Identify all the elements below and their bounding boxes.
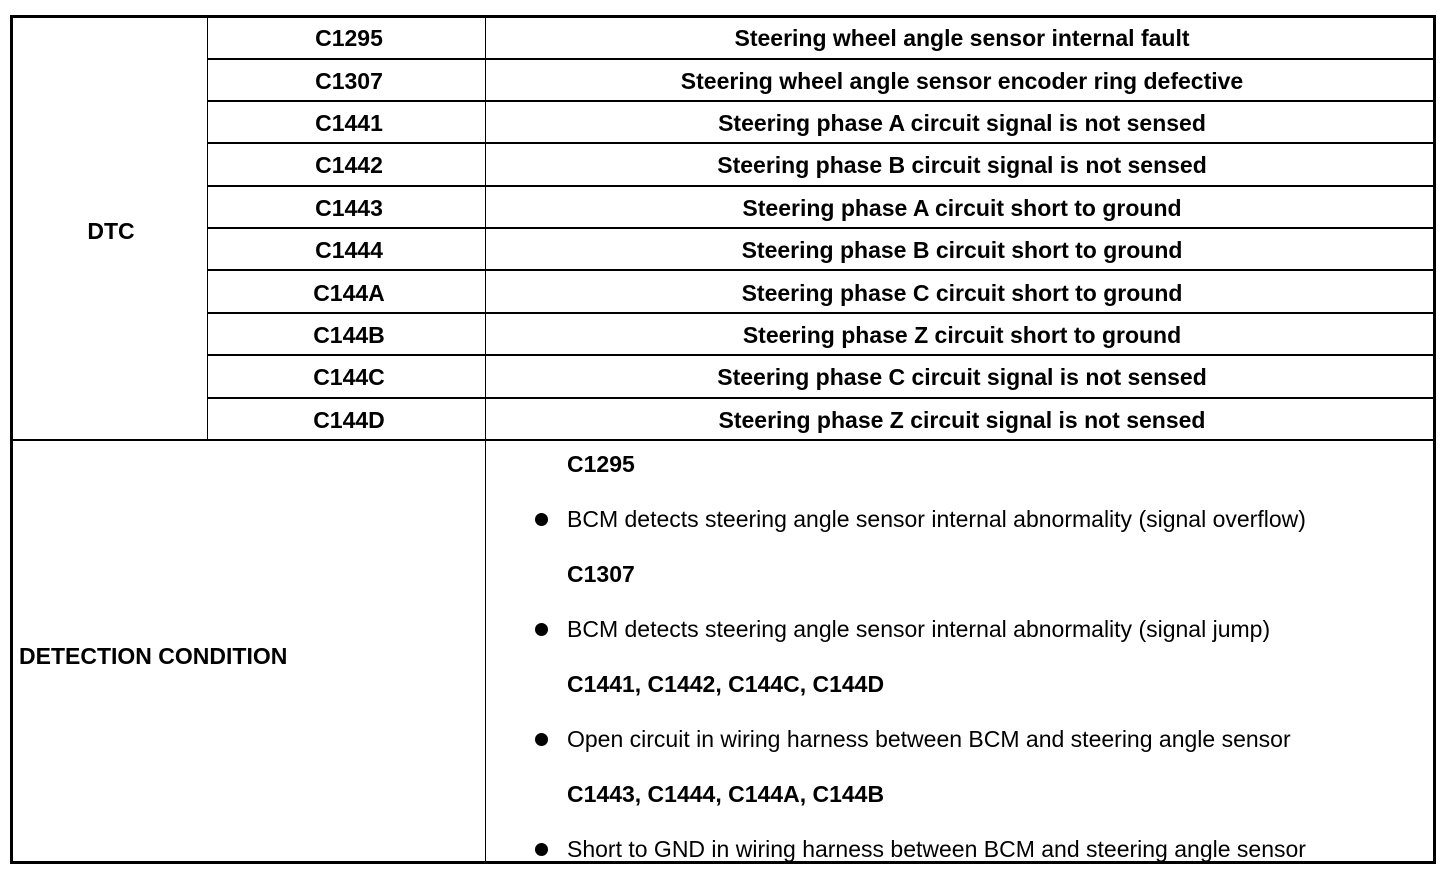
condition-codes: C1295	[567, 451, 635, 477]
dtc-code: C1442	[315, 152, 383, 178]
bullet-icon	[535, 733, 548, 746]
dtc-code: C1307	[315, 68, 383, 94]
dtc-code: C144C	[313, 364, 385, 390]
dtc-label: DTC	[87, 218, 135, 244]
condition-codes: C1443, C1444, C144A, C144B	[567, 781, 885, 807]
condition-codes: C1441, C1442, C144C, C144D	[567, 671, 885, 697]
dtc-description: Steering phase C circuit short to ground	[741, 280, 1183, 306]
dtc-description: Steering phase A circuit signal is not sensed	[718, 110, 1206, 136]
detection-condition-label: DETECTION CONDITION	[19, 643, 288, 669]
dtc-description: Steering phase Z circuit signal is not sensed	[718, 407, 1206, 433]
dtc-description: Steering phase B circuit short to ground	[741, 237, 1183, 263]
dtc-code: C1441	[315, 110, 383, 136]
row-divider	[207, 354, 1436, 356]
dtc-description: Steering phase C circuit signal is not sensed	[717, 364, 1207, 390]
dtc-code: C1295	[315, 25, 383, 51]
dtc-description: Steering wheel angle sensor encoder ring defective	[680, 68, 1244, 94]
dtc-code: C144D	[313, 407, 385, 433]
dtc-code: C1444	[315, 237, 383, 263]
bullet-icon	[535, 623, 548, 636]
dtc-description: Steering phase A circuit short to ground	[742, 195, 1182, 221]
dtc-code: C144A	[313, 280, 385, 306]
condition-text: Short to GND in wiring harness between BCM and steering angle sensor	[567, 836, 1306, 862]
row-divider	[207, 312, 1436, 314]
bullet-icon	[535, 513, 548, 526]
row-divider	[207, 227, 1436, 229]
condition-text: BCM detects steering angle sensor internal abnormality (signal jump)	[567, 616, 1271, 642]
dtc-description: Steering phase B circuit signal is not sensed	[717, 152, 1207, 178]
row-divider	[207, 100, 1436, 102]
row-divider	[207, 185, 1436, 187]
dtc-description: Steering phase Z circuit short to ground	[742, 322, 1182, 348]
divider-code-description	[485, 18, 486, 864]
row-divider	[207, 269, 1436, 271]
dtc-code: C144B	[313, 322, 385, 348]
row-divider	[207, 58, 1436, 60]
dtc-table	[10, 15, 1436, 864]
condition-codes: C1307	[567, 561, 635, 587]
row-divider	[207, 397, 1436, 399]
condition-text: Open circuit in wiring harness between BCM and steering angle sensor	[567, 726, 1291, 752]
condition-text: BCM detects steering angle sensor internal abnormality (signal overflow)	[567, 506, 1306, 532]
dtc-description: Steering wheel angle sensor internal fault	[734, 25, 1190, 51]
bullet-icon	[535, 843, 548, 856]
section-divider	[13, 439, 1436, 441]
dtc-code: C1443	[315, 195, 383, 221]
row-divider	[207, 142, 1436, 144]
